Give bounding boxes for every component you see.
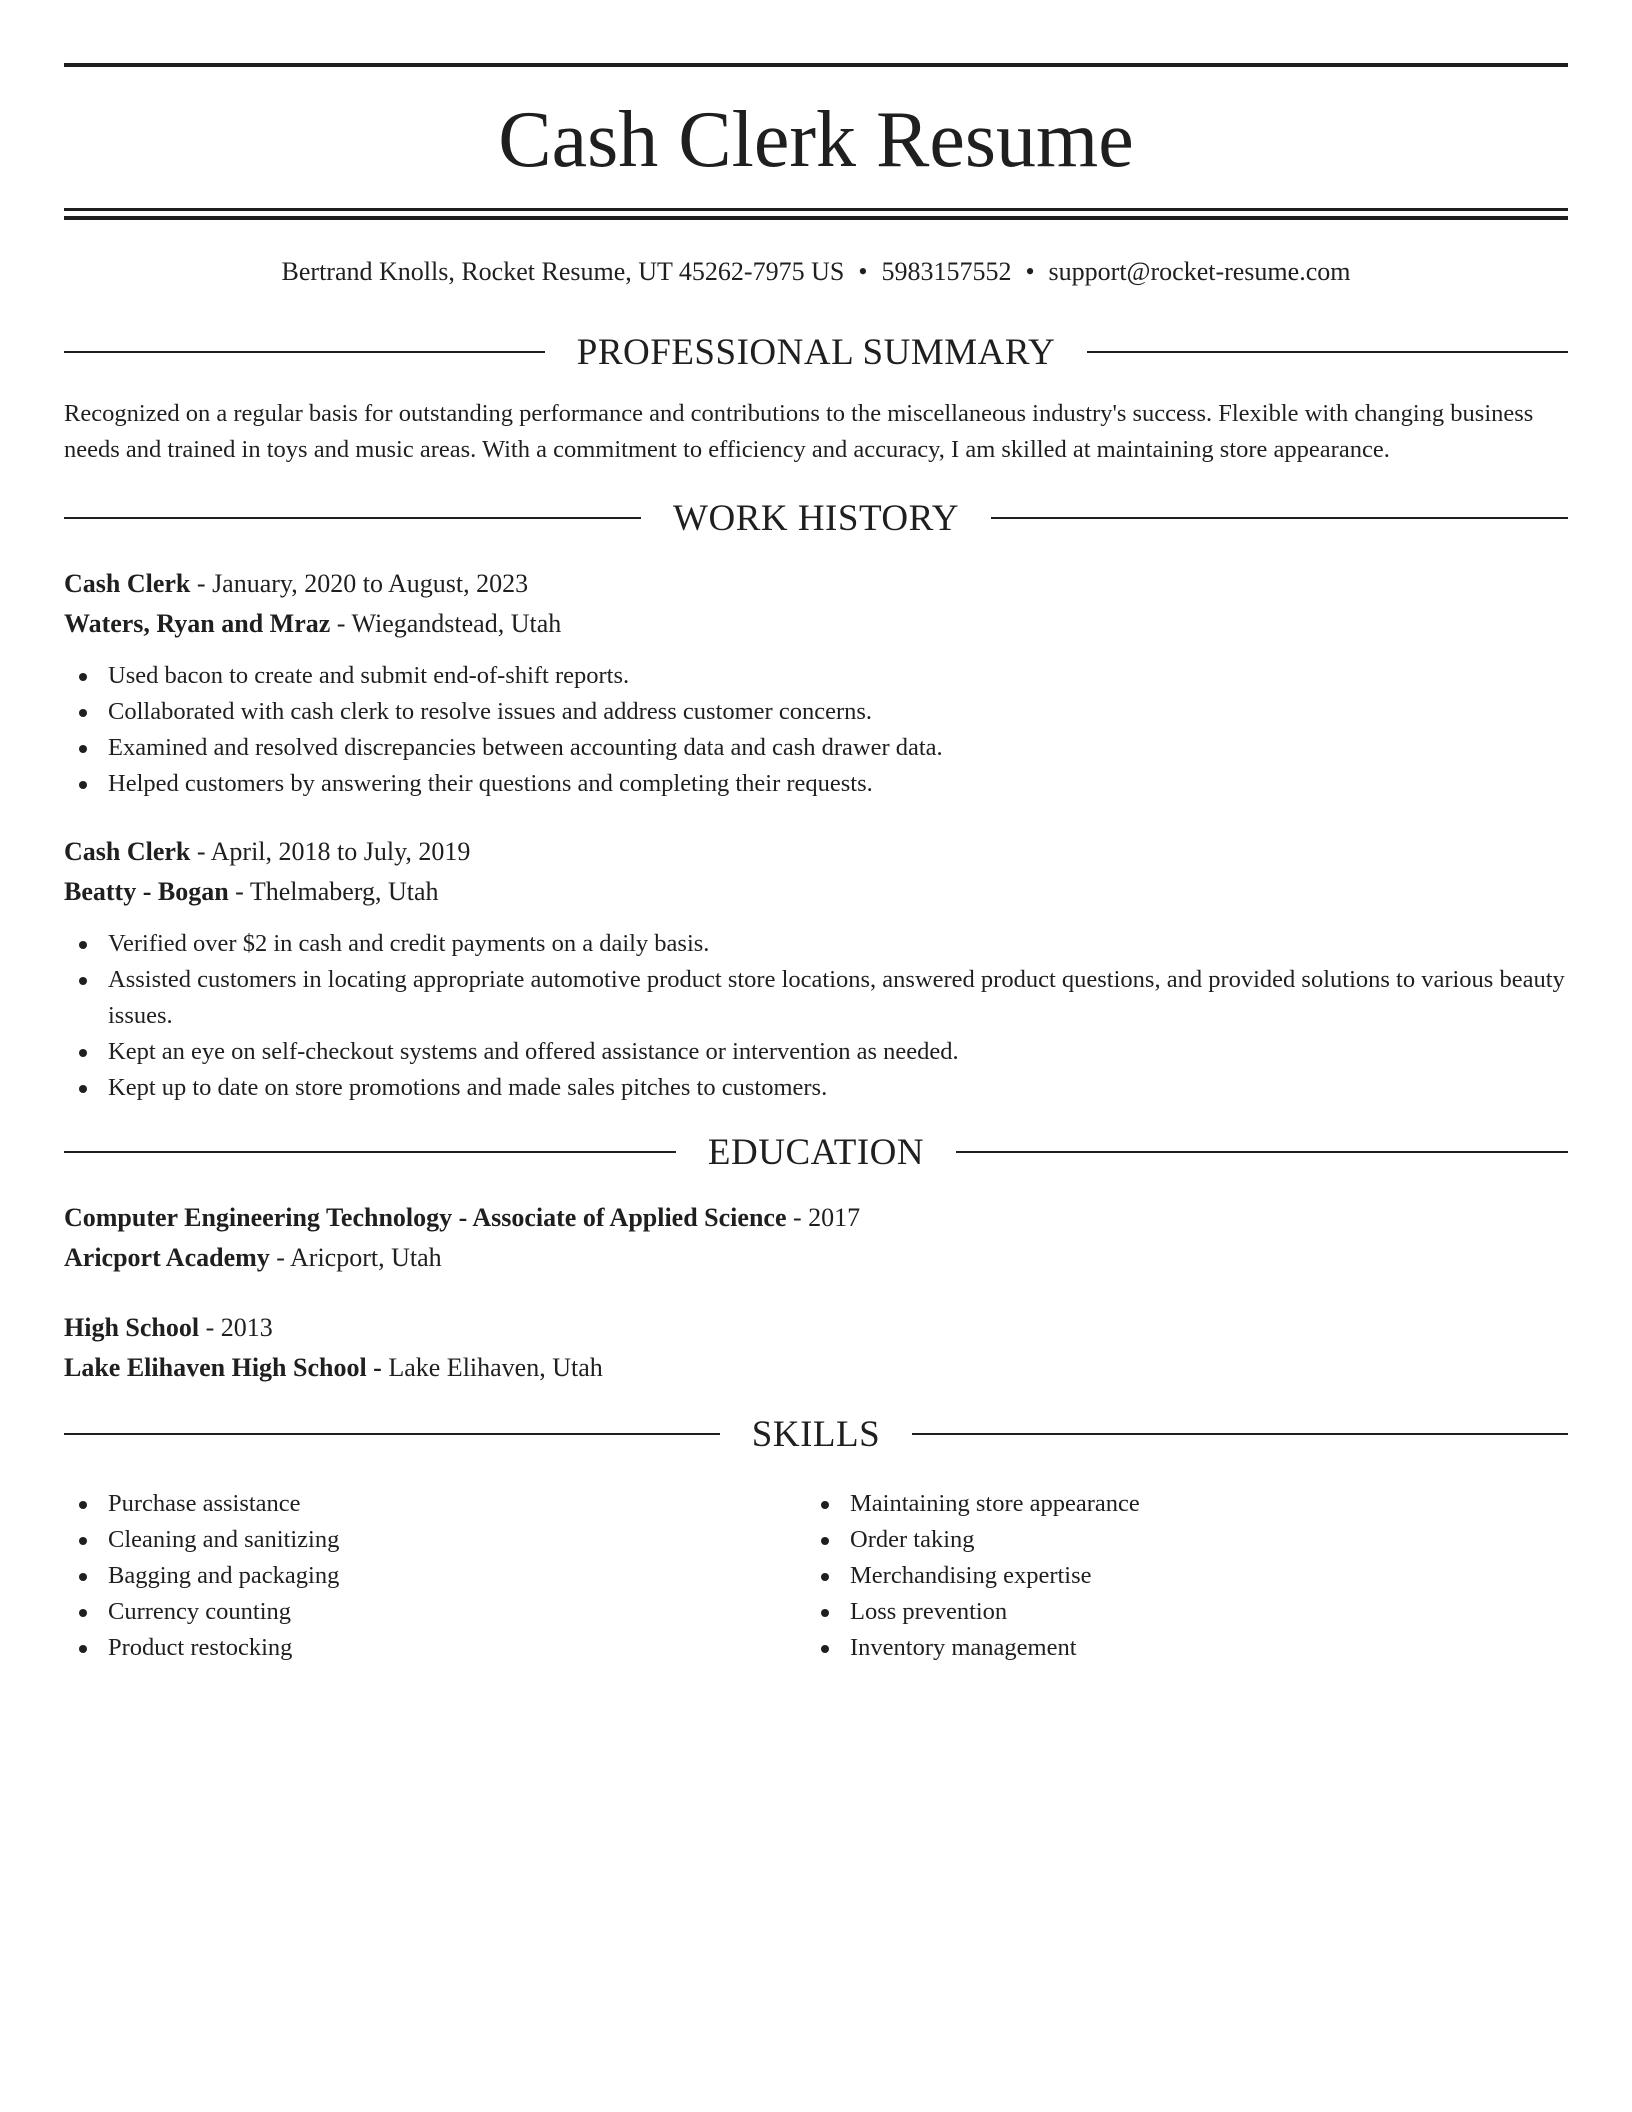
education-location: - Aricport, Utah: [269, 1243, 442, 1272]
skills-list: [64, 1486, 806, 1666]
job-entry: [64, 564, 1568, 802]
job-entry: [64, 832, 1568, 1106]
contact-separator: •: [1025, 257, 1035, 286]
section-rule: [991, 517, 1568, 519]
job-company: Beatty - Bogan: [64, 877, 229, 906]
job-title-line: [64, 564, 1568, 604]
contact-line: [64, 252, 1568, 292]
list-item: Examined and resolved discrepancies between accounting data and cash drawer data.: [64, 730, 1568, 766]
section-rule: [64, 351, 545, 353]
education-year: - 2013: [199, 1313, 273, 1342]
section-header-skills: [64, 1410, 1568, 1458]
section-title: EDUCATION: [707, 1131, 925, 1173]
title-rule-upper: [64, 208, 1568, 211]
job-location: - Thelmaberg, Utah: [228, 877, 439, 906]
education-entry: [64, 1198, 1568, 1278]
list-item: Collaborated with cash clerk to resolve issues and address customer concerns.: [64, 694, 1568, 730]
skill-item: Cleaning and sanitizing: [64, 1522, 806, 1558]
section-rule: [64, 1433, 720, 1435]
skills-column-left: [64, 1486, 806, 1666]
skill-item: Merchandising expertise: [806, 1558, 1548, 1594]
section-title: SKILLS: [751, 1413, 881, 1455]
education-degree-line: [64, 1198, 1568, 1238]
job-bullets: [64, 658, 1568, 802]
section-header-summary: [64, 328, 1568, 376]
section-rule: [64, 1151, 676, 1153]
contact-phone: 5983157552: [881, 257, 1012, 286]
top-rule: [64, 63, 1568, 67]
list-item: Helped customers by answering their questions and completing their requests.: [64, 766, 1568, 802]
skill-item: Order taking: [806, 1522, 1548, 1558]
summary-text: Recognized on a regular basis for outstanding performance and contributions to the miscellaneous industry's success. Flexible with changing business needs and trained in toys and music areas. With a commitment to efficiency and accuracy, I am skilled at maintaining store appearance.: [64, 400, 1534, 463]
job-company-line: [64, 604, 1568, 644]
job-dates: - January, 2020 to August, 2023: [190, 569, 529, 598]
contact-separator: •: [858, 257, 868, 286]
contact-address: Bertrand Knolls, Rocket Resume, UT 45262-7975 US: [281, 257, 845, 286]
skill-item: Inventory management: [806, 1630, 1548, 1666]
skills-list: [806, 1486, 1548, 1666]
list-item: Assisted customers in locating appropriate automotive product store locations, answered product questions, and provided solutions to various beauty issues.: [64, 962, 1568, 1034]
section-rule: [64, 517, 641, 519]
job-dates: - April, 2018 to July, 2019: [190, 837, 471, 866]
skill-item: Bagging and packaging: [64, 1558, 806, 1594]
education-degree: Computer Engineering Technology - Associate of Applied Science: [64, 1203, 787, 1232]
list-item: Used bacon to create and submit end-of-shift reports.: [64, 658, 1568, 694]
education-school: Lake Elihaven High School -: [64, 1353, 382, 1382]
section-rule: [912, 1433, 1568, 1435]
job-bullets: [64, 926, 1568, 1106]
page-title: Cash Clerk Resume: [498, 96, 1134, 184]
section-header-education: [64, 1128, 1568, 1176]
education-degree: High School: [64, 1313, 200, 1342]
job-title: Cash Clerk: [64, 837, 191, 866]
job-location: - Wiegandstead, Utah: [330, 609, 562, 638]
job-title-line: [64, 832, 1568, 872]
section-rule: [1087, 351, 1568, 353]
job-title: Cash Clerk: [64, 569, 191, 598]
skills-grid: [64, 1486, 1568, 1666]
education-school-line: [64, 1238, 1568, 1278]
section-rule: [956, 1151, 1568, 1153]
skills-column-right: [806, 1486, 1548, 1666]
skill-item: Product restocking: [64, 1630, 806, 1666]
list-item: Verified over $2 in cash and credit payments on a daily basis.: [64, 926, 1568, 962]
education-entry: [64, 1308, 1568, 1388]
education-school-line: [64, 1348, 1568, 1388]
education-school: Aricport Academy: [64, 1243, 270, 1272]
education-year: - 2017: [786, 1203, 861, 1232]
list-item: Kept up to date on store promotions and made sales pitches to customers.: [64, 1070, 1568, 1106]
job-company: Waters, Ryan and Mraz: [64, 609, 331, 638]
education-degree-line: [64, 1308, 1568, 1348]
skill-item: Currency counting: [64, 1594, 806, 1630]
contact-email: support@rocket-resume.com: [1048, 257, 1351, 286]
job-company-line: [64, 872, 1568, 912]
skill-item: Purchase assistance: [64, 1486, 806, 1522]
skill-item: Maintaining store appearance: [806, 1486, 1548, 1522]
education-location: Lake Elihaven, Utah: [381, 1353, 603, 1382]
list-item: Kept an eye on self-checkout systems and offered assistance or intervention as needed.: [64, 1034, 1568, 1070]
skill-item: Loss prevention: [806, 1594, 1548, 1630]
section-title: WORK HISTORY: [673, 497, 959, 539]
section-title: PROFESSIONAL SUMMARY: [576, 331, 1056, 373]
title-rule-lower: [64, 216, 1568, 220]
section-header-work-history: [64, 494, 1568, 542]
